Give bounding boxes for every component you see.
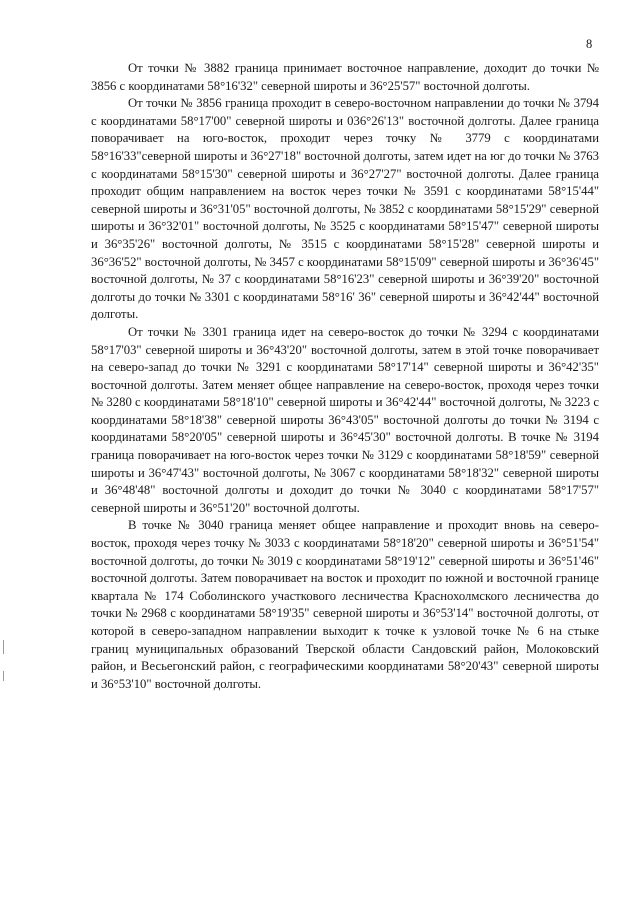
paragraph-2: От точки № 3856 граница проходит в северо-восточном направлении до точки № 3794 с координатами 58°17'00" северной широты и 036°26'13" восточной долготы. Далее граница поворачивает на юго-восток, проходит через точку № 3779 с координатами 58°16'33"северной широты и 36°27'18" восточной долготы, затем идет на юг до точки № 3763 с координатами 58°15'30" северной широты и 36°27'27" восточной долготы. Далее граница проходит общим направлением на восток через точки № 3591 с координатами 58°15'44" северной широты и 36°31'05" восточной долготы, № 3852 с координатами 58°15'29" северной широты и 36°32'01" восточной долготы, № 3525 с координатами 58°15'47" северной широты и 36°35'26" восточной долготы, № 3515 с координатами 58°15'28" северной широты и 36°36'52" восточной долготы, № 3457 с координатами 58°15'09" северной широты и 36°36'45" восточной долготы, № 37 с координатами 58°16'23" северной широты и 36°39'20" восточной долготы до точки № 3301 с координатами 58°16' 36" северной широты и 36°42'44" восточной долготы. xyxy=(91,96,600,322)
paragraph-1: От точки № 3882 граница принимает восточное направление, доходит до точки № 3856 с координатами 58°16'32" северной широты и 36°25'57" восточной долготы. xyxy=(91,61,599,93)
paragraph-3: От точки № 3301 граница идет на северо-восток до точки № 3294 с координатами 58°17'03" северной широты и 36°43'20" восточной долготы, затем в этой точке поворачивает на северо-запад до точки № 3291 с координатами 58°17'14" северной широты и 36°42'35" восточной долготы. Затем меняет общее направление на северо-восток, проходя через точки № 3280 с координатами 58°18'10" северной широты и 36°42'44" восточной долготы, № 3223 с координатами 58°18'38" северной широты 36°43'05" восточной долготы до точки № 3194 с координатами 58°20'05" северной широты и 36°45'30" восточной долготы. В точке № 3194 граница поворачивает на юго-восток через точки № 3129 с координатами 58°18'59" северной широты и 36°47'43" восточной долготы, № 3067 с координатами 58°18'32" северной широты и 36°48'48" восточной долготы и доходит до точки № 3040 с координатами 58°17'57" северной широты и 36°51'20" восточной долготы. xyxy=(91,324,599,515)
scan-margin-mark xyxy=(3,640,4,654)
page-number: 8 xyxy=(586,37,593,51)
paragraph-4: В точке № 3040 граница меняет общее направление и проходит вновь на северо-восток, проходя через точку № 3033 с координатами 58°18'20" северной широты и 36°51'54" восточной долготы, до точки № 3019 с координатами 58°19'12" северной широты и 36°51'46" восточной долготы. Затем поворачивает на восток и проходит по южной и восточной границе квартала № 174 Соболинского участкового лесничества Краснохолмского лесничества до точки № 2968 с координатами 58°19'35" северной широты и 36°53'14" восточной долготы, от которой в северо-западном направлении выходит к точке к узловой точке № 6 на стыке границ муниципальных образований Тверской области Сандовский район, Молоковский район, и Весьегонский район, с географическими координатами 58°20'43" северной широты и 36°53'10" восточной долготы. xyxy=(91,518,599,691)
document-body xyxy=(91,60,599,693)
scan-margin-mark xyxy=(3,671,4,681)
